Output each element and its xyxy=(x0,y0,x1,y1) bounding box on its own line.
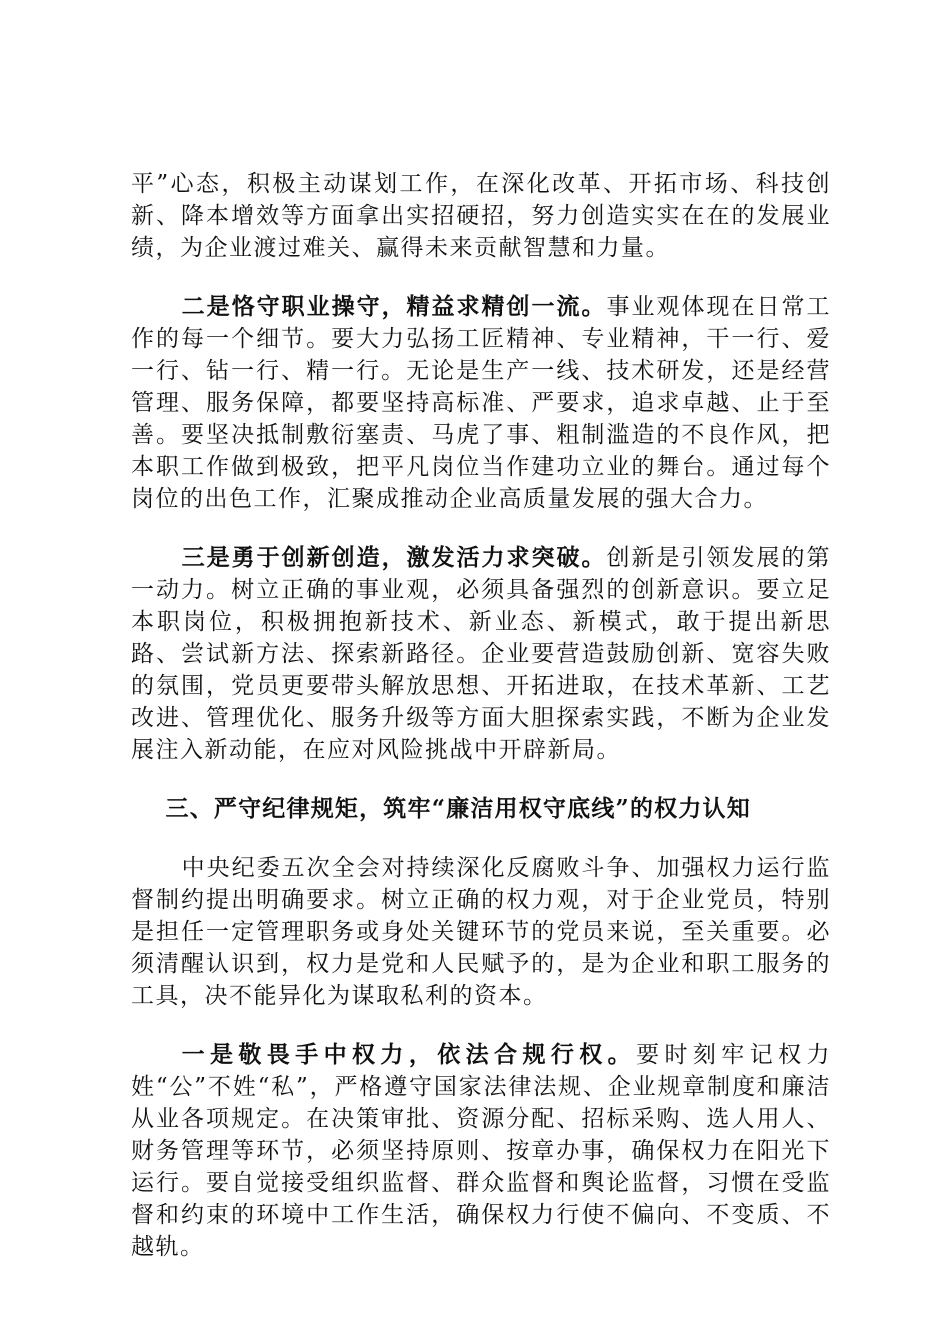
paragraph-respect-power xyxy=(131,1039,831,1263)
paragraph-text: 要时刻牢记权力姓“公”不姓“私”，严格遵守国家法律法规、企业规章制度和廉洁从业各项规定。在决策审批、资源分配、招标采购、选人用人、财务管理等环节，必须坚持原则、按章办事，确保权力在阳光下运行。要自觉接受组织监督、群众监督和舆论监督，习惯在受监督和约束的环境中工作生活，确保权力行使不偏向、不变质、不越轨。 xyxy=(131,1042,832,1260)
paragraph-lead: 三是勇于创新创造，激发活力求突破。 xyxy=(181,544,607,571)
paragraph-power-view xyxy=(131,852,831,1012)
document-body xyxy=(131,168,831,1290)
paragraph-text: 创新是引领发展的第一动力。树立正确的事业观，必须具备强烈的创新意识。要立足本职岗位，积极拥抱新技术、新业态、新模式，敢于提出新思路、尝试新方法、探索新路径。企业要营造鼓励创新、宽容失败的氛围，党员更要带头解放思想、开拓进取，在技术革新、工艺改进、管理优化、服务升级等方面大胆探索实践，不断为企业发展注入新动能，在应对风险挑战中开辟新局。 xyxy=(131,545,832,763)
paragraph-lead: 二是恪守职业操守，精益求精创一流。 xyxy=(181,293,607,320)
paragraph-lead: 一是敬畏手中权力，依法合规行权。 xyxy=(181,1041,637,1068)
paragraph-professional-ethics xyxy=(131,291,831,515)
paragraph-text: 平”心态，积极主动谋划工作，在深化改革、开拓市场、科技创新、降本增效等方面拿出实招硬招，努力创造实实在在的发展业绩，为企业渡过难关、赢得未来贡献智慧和力量。 xyxy=(131,171,831,261)
section-heading: 三、严守纪律规矩，筑牢“廉洁用权守底线”的权力认知 xyxy=(165,795,751,822)
paragraph-text: 中央纪委五次全会对持续深化反腐败斗争、加强权力运行监督制约提出明确要求。树立正确的权力观，对于企业党员，特别是担任一定管理职务或身处关键环节的党员来说，至关重要。必须清醒认识到，权力是党和人民赋予的，是为企业和职工服务的工具，决不能异化为谋取私利的资本。 xyxy=(131,855,831,1009)
paragraph-text: 事业观体现在日常工作的每一个细节。要大力弘扬工匠精神、专业精神，干一行、爱一行、钻一行、精一行。无论是生产一线、技术研发，还是经营管理、服务保障，都要坚持高标准、严要求，追求卓越、止于至善。要坚决抵制敷衍塞责、马虎了事、粗制滥造的不良作风，把本职工作做到极致，把平凡岗位当作建功立业的舞台。通过每个岗位的出色工作，汇聚成推动企业高质量发展的强大合力。 xyxy=(131,294,832,512)
paragraph-continuation xyxy=(131,168,831,264)
paragraph-innovation xyxy=(131,542,831,766)
